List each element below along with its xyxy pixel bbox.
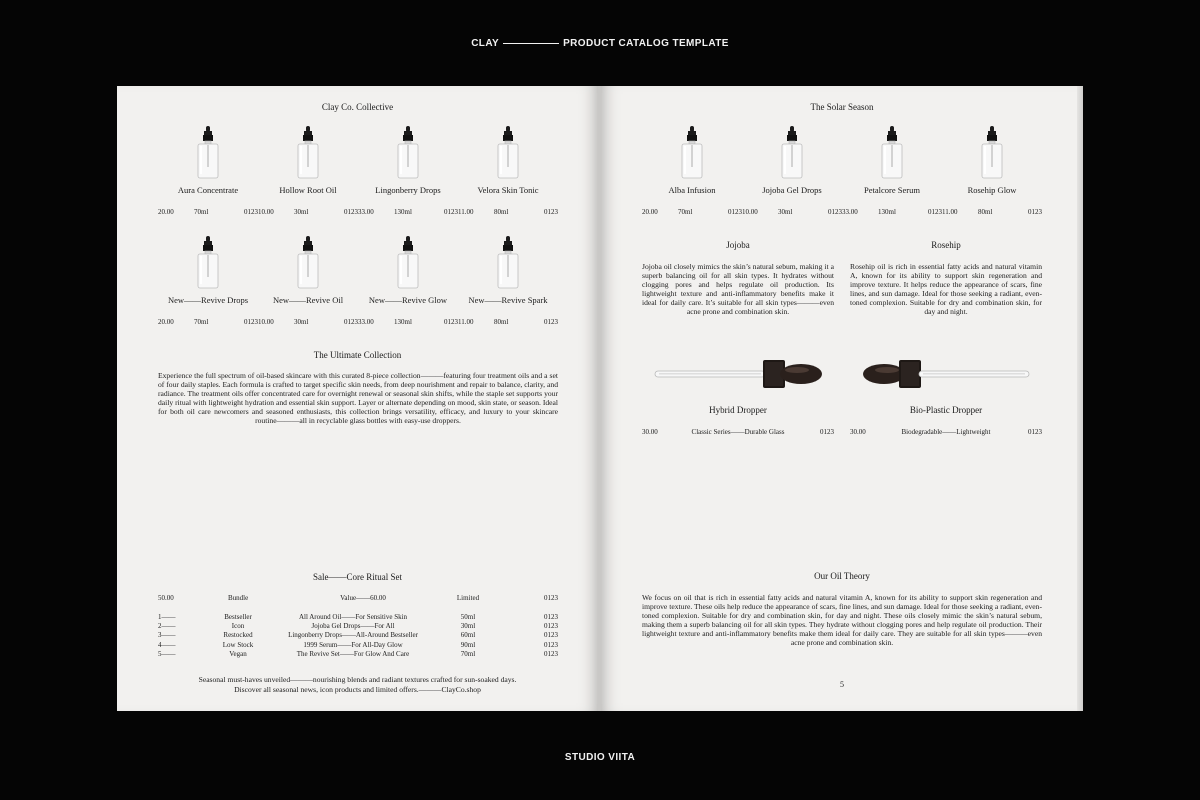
product-volume: 130ml xyxy=(394,208,412,216)
product-price: 20.00 xyxy=(642,208,658,216)
right-page xyxy=(601,86,1083,711)
row-code: 0123 xyxy=(544,613,558,621)
ultimate-collection-text: Experience the full spectrum of oil-based skincare with this curated 8-piece collection———featuring four treatment oils and a set of four daily staples. Each formula is crafted to target specific skin needs, from deep nourishment and repair to balance, clarity, and radiance. The treatment oils offer concentrated care for overnight renewal or seasonal skin shifts, while the staple set supports your daily ritual with lightweight hydration and essential skin support. Layer or alternate depending on mood, skin state, or season. Ideal for both oil care newcomers and seasoned enthusiasts, this collection brings versatility, efficacy, and luxury to your skincare routine———all in recyclable glass bottles with easy-use droppers. xyxy=(158,371,558,426)
product-name: Lingonberry Drops xyxy=(375,185,441,195)
solar-product-grid xyxy=(642,126,1042,236)
row-tag: Vegan xyxy=(229,649,247,658)
product-code: 0123 xyxy=(1028,208,1042,216)
product-code: 0123 xyxy=(928,208,942,216)
bottle-image xyxy=(872,126,912,181)
product-price: 11.00 xyxy=(942,208,958,216)
product-grid-row2 xyxy=(158,236,558,346)
product-name: New——Revive Drops xyxy=(167,295,249,305)
product-code: 0123 xyxy=(444,318,458,326)
bio-plastic-dropper-name: Bio-Plastic Dropper xyxy=(909,405,983,415)
product-card[interactable] xyxy=(642,126,742,236)
table-row xyxy=(158,650,558,659)
row-code: 0123 xyxy=(544,640,558,649)
left-page xyxy=(117,86,598,711)
bottle-image xyxy=(488,126,528,181)
seasonal-line-1: Seasonal must-haves unveiled———nourishing blends and radiant textures crafted for sun-soaked days. xyxy=(198,675,517,684)
row-volume: 60ml xyxy=(460,631,476,640)
table-row xyxy=(158,622,558,631)
oil-theory-title: Our Oil Theory xyxy=(814,571,870,581)
product-card[interactable] xyxy=(458,236,558,346)
product-name: Rosehip Glow xyxy=(967,185,1017,195)
bottle-image xyxy=(388,236,428,291)
row-code: 0123 xyxy=(544,631,558,640)
catalog-header xyxy=(0,38,1200,49)
product-code: 0123 xyxy=(544,318,558,326)
product-card[interactable] xyxy=(942,126,1042,236)
product-price: 33.00 xyxy=(358,208,374,216)
product-card[interactable] xyxy=(458,126,558,236)
product-name: Petalcore Serum xyxy=(864,185,920,195)
row-volume: 50ml xyxy=(460,613,476,621)
product-code: 0123 xyxy=(244,208,258,216)
bio-plastic-dropper-image xyxy=(859,354,1034,394)
product-card[interactable] xyxy=(158,126,258,236)
catalog-name: PRODUCT CATALOG TEMPLATE xyxy=(563,38,729,49)
hybrid-dropper-name: Hybrid Dropper xyxy=(709,405,767,415)
oil-theory-text: We focus on oil that is rich in essential fatty acids and natural vitamin A, known for its ability to support skin regeneration and improve texture. These oils help reduce the appearance of scars, fine lines, and sun damage. Ideal for those seeking a radiant, even-toned complexion. Suitable for dry and combination skin, for day and night. These oils closely mimic the skin’s natural sebum, making them a superb balancing oil for all skin types. They hydrate without clogging pores and help regulate oil production. Their lightweight texture and anti-inflammatory benefits make them ideal for daily care. They are suitable for all skin types———even acne prone and combination skin. xyxy=(642,593,1042,648)
product-name: New——Revive Spark xyxy=(468,295,548,305)
dropper-code: 0123 xyxy=(1028,428,1042,436)
row-number: 2—— xyxy=(158,622,176,631)
row-tag: Bestseller xyxy=(224,613,252,621)
row-number: 3—— xyxy=(158,631,176,640)
product-price: 11.00 xyxy=(458,208,474,216)
dropper-desc: Classic Series——Durable Glass xyxy=(691,428,785,436)
dropper-price: 30.00 xyxy=(850,428,866,436)
bottle-image xyxy=(772,126,812,181)
product-name: New——Revive Oil xyxy=(272,295,344,305)
product-price: 10.00 xyxy=(258,208,274,216)
product-price: 20.00 xyxy=(158,318,174,326)
row-volume: 70ml xyxy=(460,649,476,658)
row-tag: Icon xyxy=(231,622,245,631)
bottle-image xyxy=(488,236,528,291)
sale-type: Bundle xyxy=(228,594,249,602)
product-price: 20.00 xyxy=(158,208,174,216)
bottle-image xyxy=(188,236,228,291)
row-number: 1—— xyxy=(158,613,176,621)
sale-items-table xyxy=(158,613,558,659)
product-name: Hollow Root Oil xyxy=(279,185,337,195)
product-card[interactable] xyxy=(842,126,942,236)
row-item: Jojoba Gel Drops——For All xyxy=(311,622,395,631)
jojoba-text: Jojoba oil closely mimics the skin’s natural sebum, making it a superb balancing oil for all skin types. It hydrates without clogging pores and helps regulate oil production. Its lightweight texture and anti-inflammatory benefits make it ideal for daily care. It’s suitable for all skin types———even acne prone and combination skin. xyxy=(642,262,834,317)
row-tag: Low Stock xyxy=(222,640,254,649)
product-name: Jojoba Gel Drops xyxy=(762,185,822,195)
sale-title: Sale——Core Ritual Set xyxy=(313,572,402,582)
seasonal-line-2[interactable]: Discover all seasonal news, icon products and limited offers.———ClayCo.shop xyxy=(234,685,481,694)
product-card[interactable] xyxy=(358,236,458,346)
product-volume: 80ml xyxy=(494,208,509,216)
dropper-desc: Biodegradable——Lightweight xyxy=(901,428,991,436)
table-row xyxy=(158,631,558,640)
sale-header-row xyxy=(158,594,558,603)
product-card[interactable] xyxy=(258,236,358,346)
product-price: 11.00 xyxy=(458,318,474,326)
table-row xyxy=(158,641,558,650)
product-name: Aura Concentrate xyxy=(177,185,239,195)
product-price: 33.00 xyxy=(358,318,374,326)
bottle-image xyxy=(288,126,328,181)
dropper-code: 0123 xyxy=(820,428,834,436)
row-code: 0123 xyxy=(544,622,558,631)
product-grid-row1 xyxy=(158,126,558,236)
page-edge xyxy=(1077,86,1083,711)
solar-season-title: The Solar Season xyxy=(810,102,874,112)
product-volume: 130ml xyxy=(394,318,412,326)
product-code: 0123 xyxy=(444,208,458,216)
product-volume: 80ml xyxy=(978,208,993,216)
bottle-image xyxy=(188,126,228,181)
ultimate-collection-title: The Ultimate Collection xyxy=(313,350,402,360)
bottle-image xyxy=(388,126,428,181)
brand-name: CLAY xyxy=(471,38,500,49)
product-code: 0123 xyxy=(728,208,742,216)
row-item: The Revive Set——For Glow And Care xyxy=(296,649,410,658)
studio-credit: STUDIO VIITA xyxy=(564,752,636,763)
product-code: 0123 xyxy=(344,208,358,216)
table-row xyxy=(158,613,558,622)
sale-value: Value——60.00 xyxy=(340,594,386,602)
product-price: 10.00 xyxy=(742,208,758,216)
product-volume: 30ml xyxy=(294,208,309,216)
product-name: Velora Skin Tonic xyxy=(477,185,539,195)
rosehip-text: Rosehip oil is rich in essential fatty acids and natural vitamin A, known for its ability to support skin regeneration and improve texture. It helps reduce the appearance of scars, fine lines, and sun damage. Ideal for those seeking a radiant, even-toned complexion. Suitable for dry and combination skin, for day and night. xyxy=(850,262,1042,317)
dropper-price: 30.00 xyxy=(642,428,658,436)
bottle-image xyxy=(288,236,328,291)
row-tag: Restocked xyxy=(223,631,253,640)
product-price: 33.00 xyxy=(842,208,858,216)
row-number: 4—— xyxy=(158,640,176,649)
row-item: 1999 Serum——For All-Day Glow xyxy=(303,640,403,649)
jojoba-title: Jojoba xyxy=(726,240,750,250)
row-code: 0123 xyxy=(544,649,558,658)
product-card[interactable] xyxy=(258,126,358,236)
product-card[interactable] xyxy=(358,126,458,236)
row-item: All Around Oil——For Sensitive Skin xyxy=(298,613,408,621)
product-volume: 80ml xyxy=(494,318,509,326)
product-volume: 30ml xyxy=(294,318,309,326)
product-code: 0123 xyxy=(344,318,358,326)
product-code: 0123 xyxy=(244,318,258,326)
bottle-image xyxy=(672,126,712,181)
product-name: Alba Infusion xyxy=(668,185,716,195)
row-number: 5—— xyxy=(158,649,176,658)
bottle-image xyxy=(972,126,1012,181)
row-volume: 90ml xyxy=(460,640,476,649)
product-code: 0123 xyxy=(828,208,842,216)
product-volume: 70ml xyxy=(678,208,693,216)
header-divider xyxy=(503,43,559,44)
rosehip-title: Rosehip xyxy=(931,240,961,250)
sale-price: 50.00 xyxy=(158,594,174,602)
product-card[interactable] xyxy=(158,236,258,346)
product-volume: 70ml xyxy=(194,208,209,216)
product-volume: 130ml xyxy=(878,208,896,216)
product-card[interactable] xyxy=(742,126,842,236)
sale-status: Limited xyxy=(456,594,480,602)
product-volume: 30ml xyxy=(778,208,793,216)
page-number: 5 xyxy=(840,680,844,689)
product-name: New——Revive Glow xyxy=(368,295,448,305)
row-item: Lingonberry Drops——All-Around Bestseller xyxy=(288,631,418,640)
product-volume: 70ml xyxy=(194,318,209,326)
product-code: 0123 xyxy=(544,208,558,216)
collective-title: Clay Co. Collective xyxy=(321,102,394,112)
hybrid-dropper-image xyxy=(651,354,826,394)
row-volume: 30ml xyxy=(460,622,476,631)
product-price: 10.00 xyxy=(258,318,274,326)
sale-code: 0123 xyxy=(544,594,558,602)
